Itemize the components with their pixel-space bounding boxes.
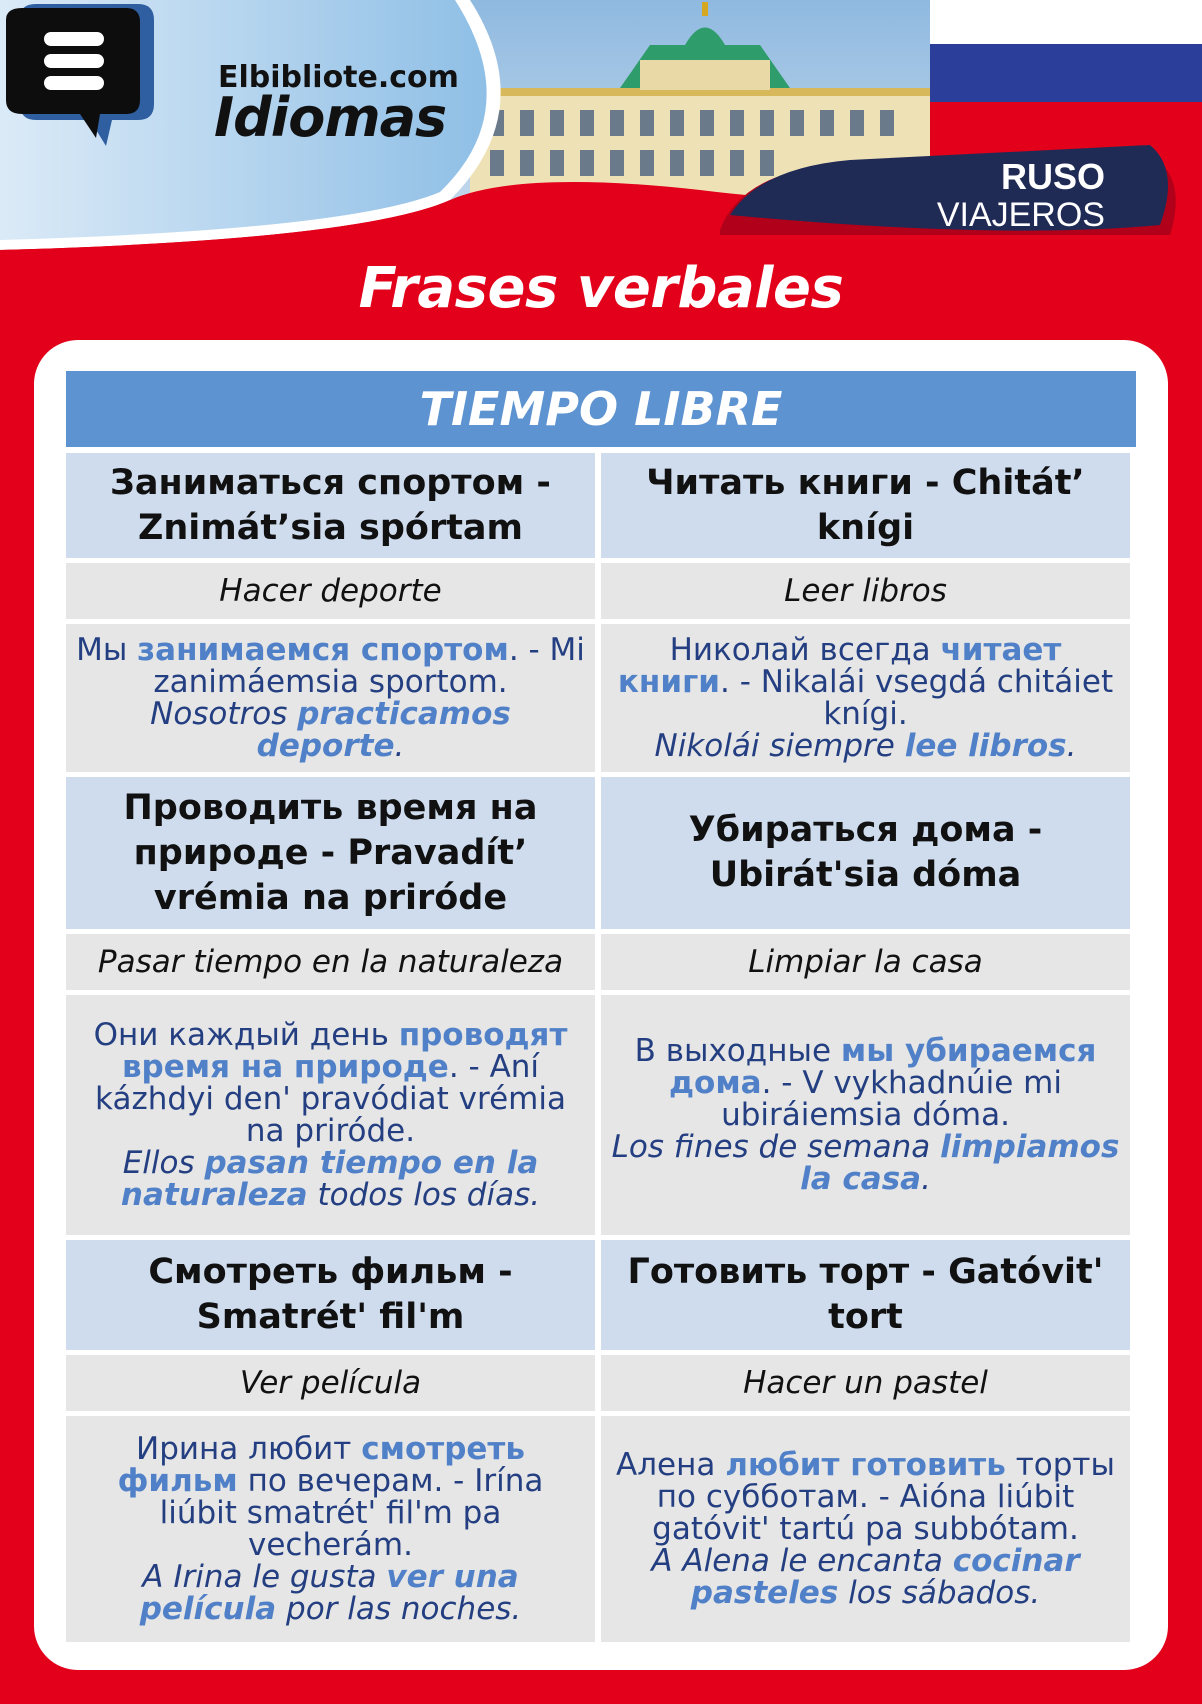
example-cell xyxy=(66,995,595,1235)
example-russian: Николай всегда читает книги. - Nikalái vsegdá chitáiet knígi. xyxy=(617,632,1114,732)
phrase-grid xyxy=(66,453,1136,1642)
phrase-cell: Убираться дома - Ubirát'sia dóma xyxy=(601,777,1130,929)
example-cell xyxy=(66,1416,595,1642)
example-russian: Мы занимаемся спортом. - Mi zanimáemsia sportom. xyxy=(76,632,585,700)
header xyxy=(0,0,1202,270)
example-spanish: A Alena le encanta cocinar pasteles los sábados. xyxy=(651,1543,1080,1611)
language-badge: RUSO xyxy=(1000,156,1105,197)
translation-cell: Ver película xyxy=(66,1355,595,1411)
speech-bubble-logo-icon xyxy=(0,0,160,150)
phrase-cell: Проводить время на природе - Pravadít’ vrémia na priróde xyxy=(66,777,595,929)
brand-name: Idiomas xyxy=(214,86,447,149)
example-spanish: Nikolái siempre lee libros. xyxy=(654,728,1077,764)
brand-site: Elbibliote.com xyxy=(218,60,459,95)
flag-blue xyxy=(930,44,1202,102)
example-russian: В выходные мы убираемся дома. - V vykhadnúie mi ubiráiemsia dóma. xyxy=(634,1033,1097,1133)
example-cell xyxy=(66,624,595,772)
translation-cell: Hacer deporte xyxy=(66,563,595,619)
page-title: Frases verbales xyxy=(358,256,844,321)
example-cell xyxy=(601,995,1130,1235)
example-spanish: A Irina le gusta ver una película por las noches. xyxy=(139,1559,522,1627)
flag-white xyxy=(930,0,1202,44)
phrase-cell: Готовить торт - Gatóvit' tort xyxy=(601,1240,1130,1350)
example-spanish: Ellos pasan tiempo en la naturaleza todos los días. xyxy=(120,1145,541,1213)
translation-cell: Pasar tiempo en la naturaleza xyxy=(66,934,595,990)
example-cell xyxy=(601,1416,1130,1642)
level-badge: VIAJEROS xyxy=(936,196,1105,234)
example-spanish: Nosotros practicamos deporte. xyxy=(150,696,511,764)
phrase-cell: Смотреть фильм - Smatrét' fil'm xyxy=(66,1240,595,1350)
phrase-cell: Читать книги - Chitát’ knígi xyxy=(601,453,1130,558)
translation-cell: Limpiar la casa xyxy=(601,934,1130,990)
section-header: TIEMPO LIBRE xyxy=(66,371,1136,447)
example-spanish: Los fines de semana limpiamos la casa. xyxy=(611,1129,1120,1197)
translation-cell: Leer libros xyxy=(601,563,1130,619)
phrase-cell: Заниматься спортом - Znimát’sia spórtam xyxy=(66,453,595,558)
example-russian: Они каждый день проводят время на природе. - Aní kázhdyi den' pravódiat vrémia na priróde. xyxy=(93,1017,568,1149)
example-cell xyxy=(601,624,1130,772)
example-russian: Алена любит готовить торты по субботам. - Aióna liúbit gatóvit' tartú pa subbótam. xyxy=(616,1447,1115,1547)
example-russian: Ирина любит смотреть фильм по вечерам. - Irína liúbit smatrét' fil'm pa vecherám. xyxy=(117,1431,544,1563)
translation-cell: Hacer un pastel xyxy=(601,1355,1130,1411)
